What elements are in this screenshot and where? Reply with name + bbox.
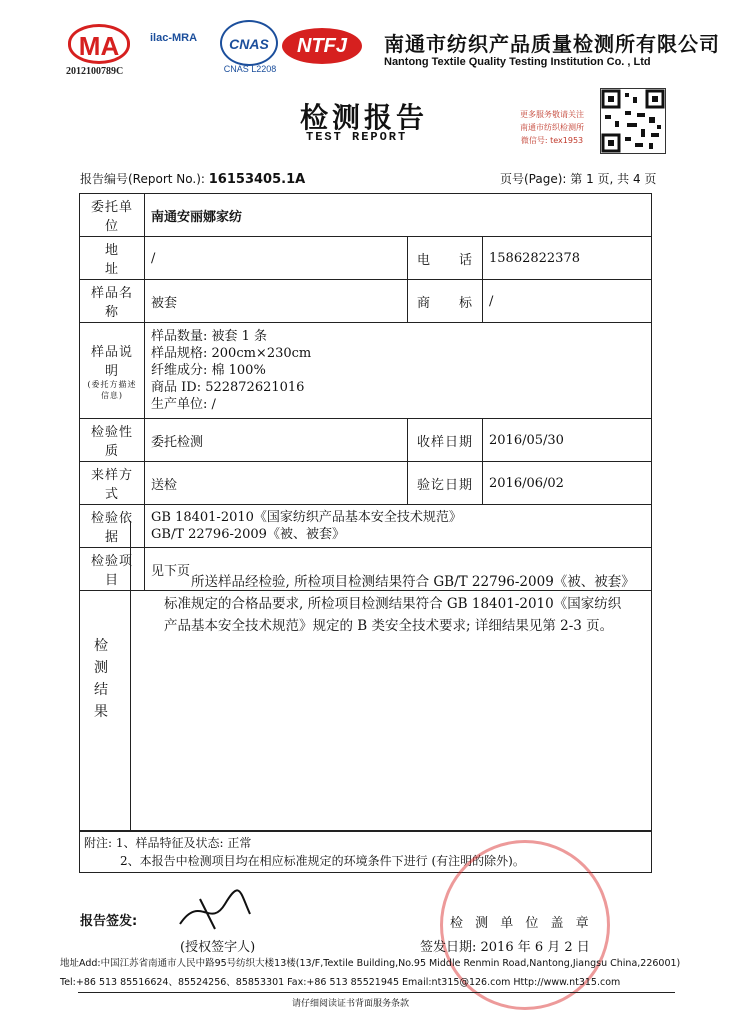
- note-line-2: 2、本报告中检测项目均在相应标准规定的环境条件下进行 (有注明的除外)。: [120, 854, 525, 868]
- sample-desc-line: 样品数量: 被套 1 条: [151, 329, 268, 344]
- ma-code: 2012100789C: [66, 66, 124, 77]
- report-number-label: 报告编号(Report No.):: [80, 172, 205, 186]
- sample-name-label: 样品名称: [80, 280, 145, 323]
- qr-code-icon: [600, 88, 666, 154]
- footer-divider: [78, 992, 675, 993]
- qr-caption-line: 微信号: tex1953: [520, 136, 584, 145]
- issue-date: 签发日期: 2016 年 6 月 2 日: [420, 940, 590, 955]
- sample-desc-label: [80, 323, 145, 419]
- sample-desc-line: 商品 ID: 522872621016: [151, 380, 305, 395]
- note-line-1: 附注: 1、样品特征及状态: 正常: [84, 836, 252, 850]
- address-label: 地 址: [80, 237, 145, 280]
- qr-caption-line: 南通市纺织检测所: [520, 123, 584, 132]
- sample-desc-line: 生产单位: /: [151, 397, 216, 412]
- cnas-code: CNAS L2208: [223, 64, 277, 74]
- cnas-logo: CNAS: [220, 20, 278, 66]
- report-number-value: 16153405.1A: [208, 172, 306, 187]
- sample-desc-line: 样品规格: 200cm×230cm: [151, 346, 312, 361]
- completed-date-value: 2016/06/02: [483, 462, 652, 505]
- report-title-en: TEST REPORT: [306, 130, 408, 144]
- sampling-label: 来样方式: [80, 462, 145, 505]
- ntfj-logo: NTFJ: [282, 28, 362, 64]
- page-number: 页号(Page): 第 1 页, 共 4 页: [500, 172, 657, 186]
- client-label: 委托单位: [80, 194, 145, 237]
- ma-logo: MA: [68, 24, 130, 64]
- sample-desc-line: 纤维成分: 棉 100%: [151, 363, 266, 378]
- footer-address: 地址Add:中国江苏省南通市人民中路95号纺织大楼13楼(13/F,Textile Building,No.95 Middle Renmin Road,Nantong,Jiangsu China,226001): [60, 958, 681, 969]
- sample-desc-title: 样品说明: [90, 344, 133, 379]
- phone-label: 电 话: [408, 237, 483, 280]
- completed-date-label: 验讫日期: [408, 462, 483, 505]
- received-date-value: 2016/05/30: [483, 419, 652, 462]
- conclusion-section: [79, 521, 652, 831]
- authorized-signer-label: (授权签字人): [180, 940, 256, 955]
- test-items-value: 见下页: [145, 548, 652, 591]
- trademark-label: 商 标: [408, 280, 483, 323]
- stamp-label: 检 测 单 位 盖 章: [450, 916, 593, 931]
- test-items-label: 检验项目: [80, 548, 145, 591]
- received-date-label: 收样日期: [408, 419, 483, 462]
- test-nature-value: 委托检测: [145, 419, 408, 462]
- footer-contacts: Tel:+86 513 85516624、85524256、85853301 Fax:+86 513 85521945 Email:nt315@126.com Http://www.nt315.com: [60, 977, 621, 988]
- basis-line: GB/T 22796-2009《被、被套》: [151, 527, 345, 542]
- report-title-cn: 检测报告: [300, 101, 429, 134]
- basis-label: 检验依据: [80, 505, 145, 548]
- ilac-mra-logo: ilac-MRA: [150, 32, 198, 44]
- conclusion-text: 所送样品经检验, 所检项目检测结果符合 GB/T 22796-2009《被、被套》标准规定的合格品要求, 所检项目检测结果符合 GB 18401-2010《国家纺织产品基本安全技术规范》规定的 B 类安全技术要求; 详细结果见第 2-3 页。: [164, 574, 629, 634]
- test-nature-label: 检验性质: [80, 419, 145, 462]
- sample-desc-value: [145, 323, 652, 419]
- institution-name-cn: 南通市纺织产品质量检测所有限公司: [384, 32, 720, 56]
- basis-line: GB 18401-2010《国家纺织产品基本安全技术规范》: [151, 510, 462, 525]
- issued-by-label: 报告签发:: [80, 914, 138, 929]
- sampling-value: 送检: [145, 462, 408, 505]
- conclusion-label: 检测结果: [94, 638, 108, 720]
- client-value: 南通安丽娜家纺: [145, 194, 652, 237]
- sample-name-value: 被套: [145, 280, 408, 323]
- address-value: /: [145, 237, 408, 280]
- conclusion-label-cell: [80, 521, 131, 830]
- report-number: [80, 170, 305, 187]
- sample-desc-sub: (委托方描述信息): [87, 379, 137, 400]
- signature-image: [170, 884, 260, 938]
- qr-caption-line: 更多服务敬请关注: [520, 110, 584, 119]
- trademark-value: /: [483, 280, 652, 323]
- phone-value: 15862822378: [483, 237, 652, 280]
- qr-caption: [520, 108, 584, 147]
- institution-name-en: Nantong Textile Quality Testing Institution Co. , Ltd: [384, 56, 651, 68]
- footer-note: 请仔细阅读证书背面服务条款: [292, 999, 410, 1009]
